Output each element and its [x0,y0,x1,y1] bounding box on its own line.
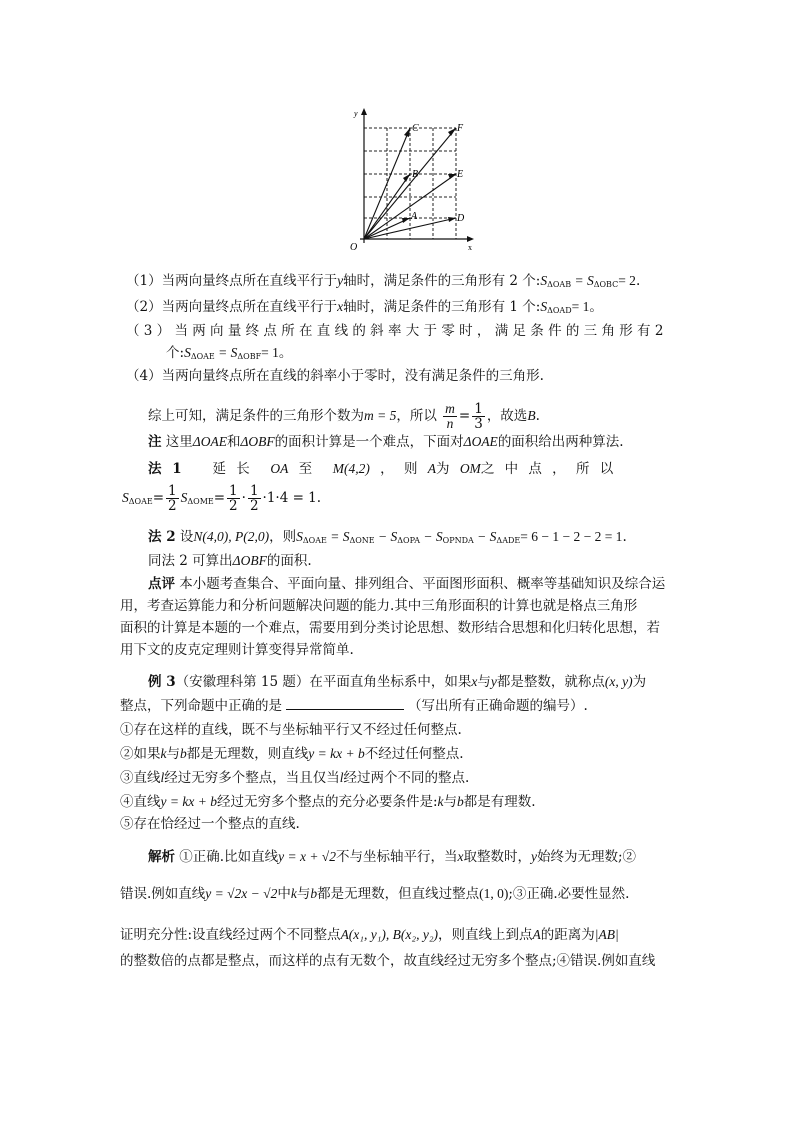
origin-label: O [350,242,358,252]
comment-line-3: 面积的计算是本题的一个难点，需要用到分类讨论思想、数形结合思想和化归转化思想，若 [120,620,660,636]
option-5: ⑤存在恰经过一个整点的直线. [120,816,300,832]
summary: 综上可知，满足条件的三角形个数为m = 5，所以 $\frac{m}{n}$ = $\frac{1}{3}$ ，故选B. [148,401,540,432]
method-1-formula: $S_{\Delta OAE}=$ $\frac{1}{2}$ $S_{\Delta OME}=$ $\frac{1}{2}$ · $\frac{1}{2}$ ·1·4 = 1. [122,483,322,514]
example-3: 例 3（安徽理科第 15 题）在平面直角坐标系中，如果x与y都是整数，就称点(x, y)为 [148,674,647,690]
option-2: ②如果k与b都是无理数，则直线y = kx + b不经过任何整点. [120,746,464,762]
comment-line-1: 点评 本小题考查集合、平面向量、排列组合、平面图形面积、概率等基础知识及综合运 [148,576,666,592]
method-1: 法 1 延 长 OA 至 M(4,2) ， 则 A为 OM之 中 点 ， 所 以 [148,461,614,477]
option-3: ③直线l经过无穷多个整点，当且仅当l经过两个不同的整点. [120,770,470,786]
label-D: D [457,213,465,224]
case-3: （ 3 ） 当 两 向 量 终 点 所 在 直 线 的 斜 率 大 于 零 时 ， 满 足 条 件 的 三 角 形 有 2 [126,323,664,339]
label-C: C [412,123,419,134]
y-axis-label: y [354,109,358,118]
solution-line-2: 错误.例如直线y = √2x − √2中k与b都是无理数，但直线过整点(1, 0);③正确.必要性显然. [120,886,630,902]
solution-line-3: 证明充分性:设直线经过两个不同整点A(x₁, y₁), B(x₂, y₂)，则直线上到点A的距离为|AB| [120,927,619,943]
case-4: （4）当两向量终点所在直线的斜率小于零时，没有满足条件的三角形. [126,368,544,384]
label-A: A [411,211,418,222]
example-3-line2: 整点，下列命题中正确的是 （写出所有正确命题的编号）. [120,698,588,714]
method-2-line2: 同法 2 可算出ΔOBF的面积. [148,553,312,569]
comment-line-4: 用下文的皮克定理则计算变得异常简单. [120,642,354,658]
comment-line-2: 用，考查运算能力和分析问题解决问题的能力.其中三角形面积的计算也就是格点三角形 [120,598,638,614]
option-4: ④直线y = kx + b经过无穷多个整点的充分必要条件是:k与b都是有理数. [120,794,536,810]
label-B: B [412,169,419,180]
x-axis-label: x [468,243,472,252]
solution-line-4: 的整数倍的点都是整点，而这样的点有无数个，故直线经过无穷多个整点;④错误.例如直线 [120,953,656,969]
label-F: F [457,123,464,134]
label-E: E [457,169,464,180]
answer-blank [286,697,404,710]
case-2: （2）当两向量终点所在直线平行于x轴时，满足条件的三角形有 1 个$:S_{\Delta OAD}= 1$。 [126,299,603,315]
case-1: （1）当两向量终点所在直线平行于y轴时，满足条件的三角形有 2 个$:S_{\Delta OAB} = S_{\Delta OBC}= 2$. [126,273,641,289]
note: 注 这里ΔOAE和ΔOBF的面积计算是一个难点，下面对ΔOAE的面积给出两种算法. [148,434,624,450]
lattice-figure [338,104,478,252]
method-2: 法 2 设N(4,0), P(2,0)，则$S_{\Delta OAE} = S_{\Delta ONE} - S_{\Delta OPA} - S_{OPNDA} - S_{\Delta ADE}= 6 - 1 - 2 - 2 = 1$. [148,529,627,545]
option-1: ①存在这样的直线，既不与坐标轴平行又不经过任何整点. [120,722,462,738]
solution-line-1: 解析 ①正确.比如直线y = x + √2不与坐标轴平行，当x取整数时，y始终为无理数;② [148,849,637,865]
case-3-cont: 个$:S_{\Delta OAE} = S_{\Delta OBF}= 1$。 [166,345,293,361]
